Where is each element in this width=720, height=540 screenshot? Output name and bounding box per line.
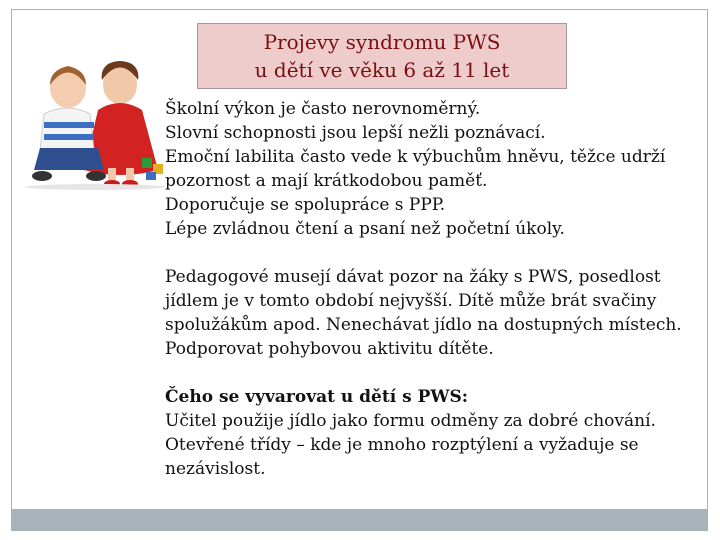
boy-shirt [40, 108, 94, 150]
body-line: Školní výkon je často nerovnoměrný. [165, 99, 481, 119]
body-line: pozornost a mají krátkodobou paměť. [165, 171, 488, 191]
section-heading: Čeho se vyvarovat u dětí s PWS: [165, 387, 469, 407]
toy-block-green [142, 158, 152, 168]
body-line: Pedagogové musejí dávat pozor na žáky s PWS, posedlost [165, 267, 661, 287]
body-line: Podporovat pohybovou aktivitu dítěte. [165, 339, 494, 359]
body-line: Emoční labilita často vede k výbuchům hněvu, těžce udrží [165, 147, 666, 167]
body-line: Otevřené třídy – kde je mnoho rozptýlení a vyžaduje se [165, 435, 639, 455]
body-line: Učitel použije jídlo jako formu odměny za dobré chování. [165, 411, 656, 431]
body-line: nezávislost. [165, 459, 266, 479]
body-line: Slovní schopnosti jsou lepší nežli poznávací. [165, 123, 546, 143]
title-line-1: Projevy syndromu PWS [263, 30, 501, 54]
body-line: Lépe zvládnou čtení a psaní než početní úkoly. [165, 219, 565, 239]
boy-pants [34, 148, 104, 170]
paragraph-gap [165, 241, 705, 265]
title-line-2: u dětí ve věku 6 až 11 let [254, 58, 510, 82]
footer-bar [12, 509, 707, 530]
children-photo [20, 30, 170, 190]
body-line: spolužákům apod. Nenechávat jídlo na dostupných místech. [165, 315, 682, 335]
paragraph-gap [165, 361, 705, 385]
body-line: Doporučuje se spolupráce s PPP. [165, 195, 446, 215]
body-line: jídlem je v tomto období nejvyšší. Dítě může brát svačiny [165, 291, 657, 311]
slide-title [197, 23, 567, 89]
slide-body [165, 97, 705, 481]
toy-block-blue [146, 172, 156, 180]
